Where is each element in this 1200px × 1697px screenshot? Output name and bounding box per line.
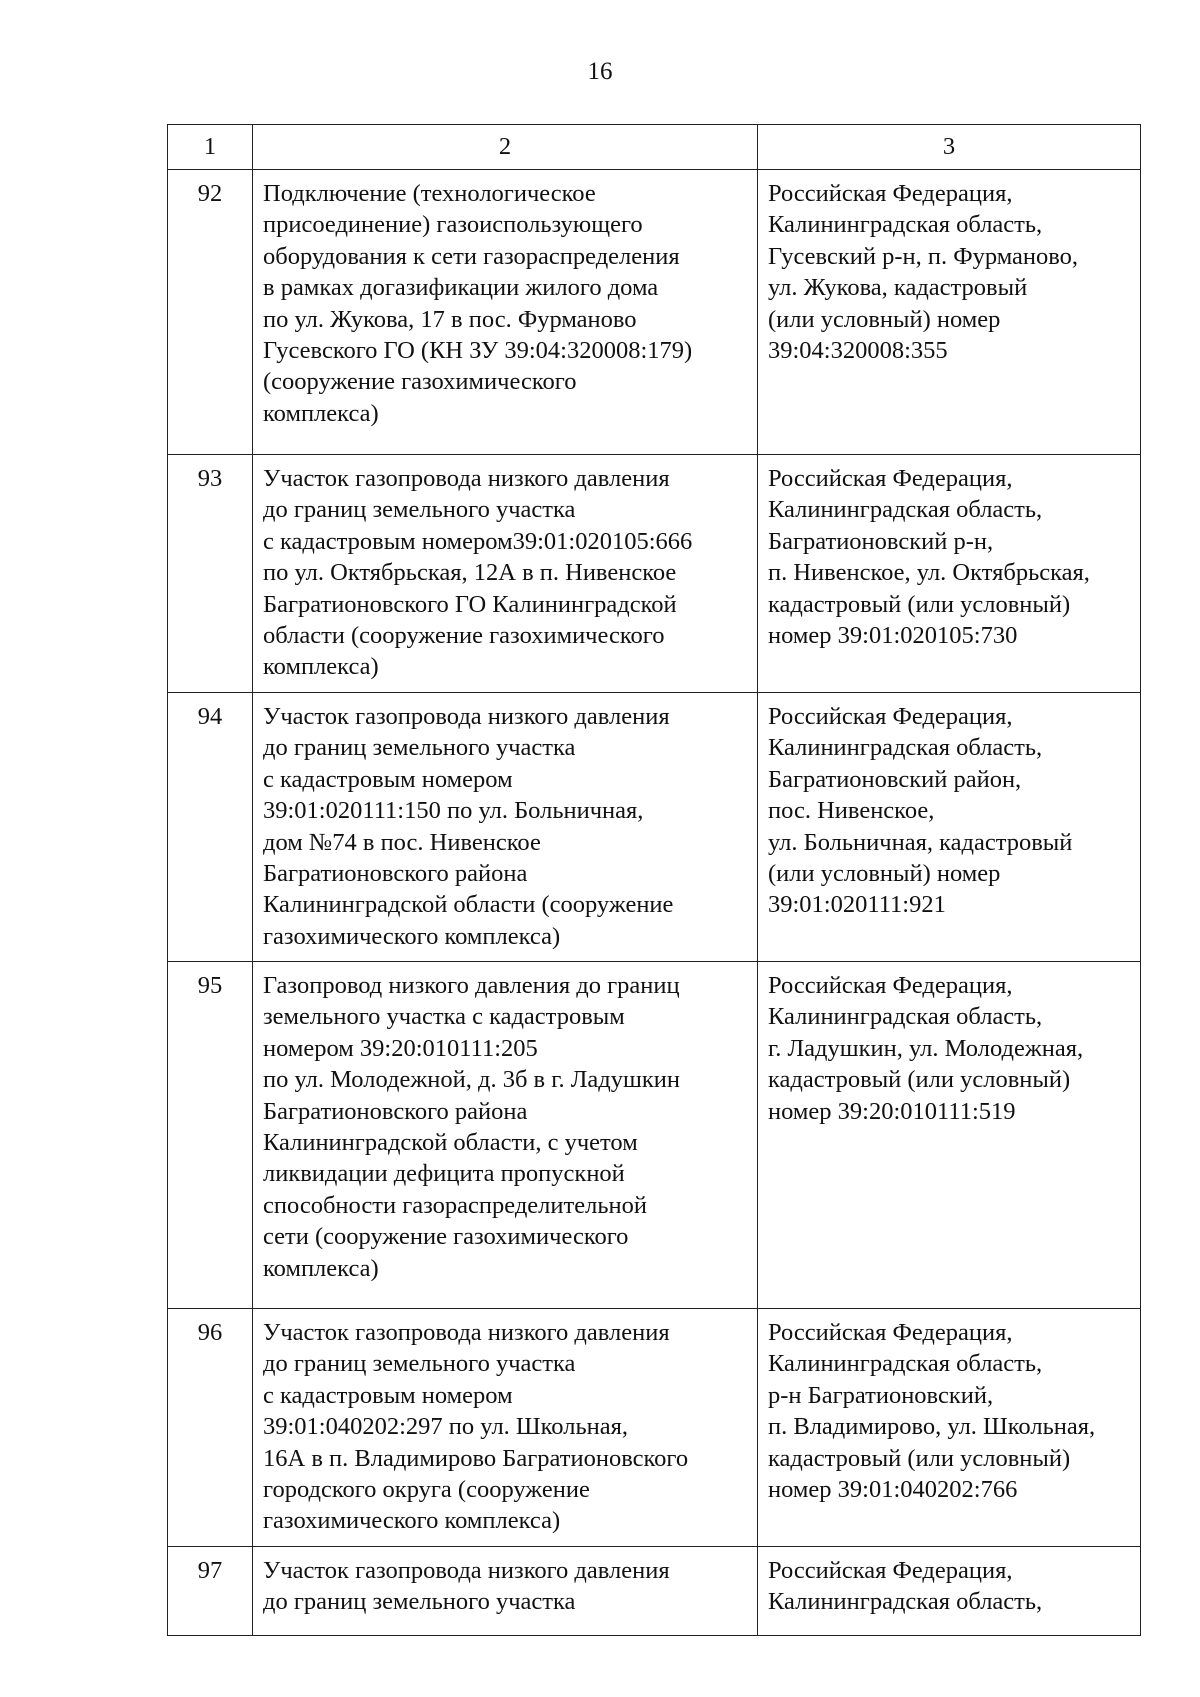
location-line: 39:04:320008:355: [768, 337, 948, 365]
description-line: комплекса): [263, 399, 379, 427]
row-number: 95: [168, 962, 253, 1309]
table-row: [168, 693, 1141, 962]
description-line: с кадастровым номером: [263, 1381, 513, 1409]
description-line: присоединение) газоиспользующего: [263, 211, 643, 239]
description-line: по ул. Молодежной, д. 3б в г. Ладушкин: [263, 1066, 680, 1094]
row-location: [758, 1547, 1141, 1636]
description-line: по ул. Жукова, 17 в пос. Фурманово: [263, 305, 637, 333]
location-line: Российская Федерация,: [768, 1557, 1013, 1584]
table-row: [168, 962, 1141, 1309]
description-line: по ул. Октябрьская, 12А в п. Нивенское: [263, 559, 677, 587]
location-line: ул. Больничная, кадастровый: [768, 828, 1073, 856]
description-line: Участок газопровода низкого давления: [263, 703, 670, 730]
location-line: Российская Федерация,: [768, 465, 1013, 492]
location-line: Российская Федерация,: [768, 972, 1013, 999]
description-line: дом №74 в пос. Нивенское: [263, 828, 541, 856]
location-line: (или условный) номер: [768, 305, 1001, 333]
row-location: [758, 962, 1141, 1309]
location-line: Калининградская область,: [768, 1588, 1043, 1616]
description-line: Участок газопровода низкого давления: [263, 1557, 670, 1584]
description-line: до границ земельного участка: [263, 496, 576, 524]
location-line: 39:01:020111:921: [768, 891, 946, 919]
location-line: (или условный) номер: [768, 860, 1001, 888]
location-line: номер 39:01:020105:730: [768, 622, 1018, 650]
description-line: Калининградской области, с учетом: [263, 1129, 638, 1157]
objects-table: [167, 124, 1141, 1636]
row-number: 92: [168, 170, 253, 455]
location-line: Багратионовский р-н,: [768, 527, 994, 555]
location-line: п. Нивенское, ул. Октябрьская,: [768, 559, 1090, 587]
description-line: Газопровод низкого давления до границ: [263, 972, 680, 999]
location-line: номер 39:20:010111:519: [768, 1097, 1016, 1125]
description-line: с кадастровым номером39:01:020105:666: [263, 527, 693, 555]
description-line: 39:01:020111:150 по ул. Больничная,: [263, 797, 644, 825]
row-description: [253, 1309, 758, 1547]
description-line: оборудования к сети газораспределения: [263, 242, 680, 270]
location-line: р-н Багратионовский,: [768, 1381, 994, 1409]
location-line: Калининградская область,: [768, 1350, 1043, 1378]
row-description: [253, 1547, 758, 1636]
row-location: [758, 1309, 1141, 1547]
row-number: 94: [168, 693, 253, 962]
description-line: земельного участка с кадастровым: [263, 1003, 625, 1031]
description-line: способности газораспределительной: [263, 1191, 647, 1219]
row-location: [758, 455, 1141, 693]
description-line: 16А в п. Владимирово Багратионовского: [263, 1444, 689, 1472]
row-number: 97: [168, 1547, 253, 1636]
description-line: 39:01:040202:297 по ул. Школьная,: [263, 1413, 629, 1441]
description-line: в рамках догазификации жилого дома: [263, 274, 659, 302]
table-header-row: [168, 125, 1141, 170]
table-row: [168, 170, 1141, 455]
location-line: Российская Федерация,: [768, 1319, 1013, 1346]
description-line: газохимического комплекса): [263, 922, 561, 950]
description-line: области (сооружение газохимического: [263, 622, 665, 650]
location-line: Гусевский р-н, п. Фурманово,: [768, 242, 1079, 270]
description-line: Багратионовского ГО Калининградской: [263, 590, 677, 618]
page-number: 16: [587, 58, 613, 85]
description-line: номером 39:20:010111:205: [263, 1034, 538, 1062]
description-line: Калининградской области (сооружение: [263, 891, 674, 919]
location-line: кадастровый (или условный): [768, 590, 1071, 618]
location-line: Калининградская область,: [768, 496, 1043, 524]
column-header-number: 1: [168, 125, 253, 170]
location-line: Российская Федерация,: [768, 180, 1013, 207]
column-header-location: 3: [758, 125, 1141, 170]
location-line: номер 39:01:040202:766: [768, 1476, 1018, 1504]
description-line: Гусевского ГО (КН ЗУ 39:04:320008:179): [263, 337, 693, 365]
description-line: комплекса): [263, 653, 379, 681]
description-line: Участок газопровода низкого давления: [263, 1319, 670, 1346]
description-line: Багратионовского района: [263, 860, 528, 888]
description-line: ликвидации дефицита пропускной: [263, 1160, 625, 1188]
description-line: до границ земельного участка: [263, 1588, 576, 1616]
table-row: [168, 455, 1141, 693]
row-description: [253, 170, 758, 455]
description-line: Подключение (технологическое: [263, 180, 596, 207]
location-line: кадастровый (или условный): [768, 1066, 1071, 1094]
location-line: Калининградская область,: [768, 1003, 1043, 1031]
location-line: г. Ладушкин, ул. Молодежная,: [768, 1034, 1084, 1062]
row-location: [758, 693, 1141, 962]
table-row: [168, 1547, 1141, 1636]
column-header-description: 2: [253, 125, 758, 170]
row-number: 93: [168, 455, 253, 693]
description-line: Багратионовского района: [263, 1097, 528, 1125]
table-body: [168, 170, 1141, 1636]
location-line: пос. Нивенское,: [768, 797, 935, 825]
location-line: Калининградская область,: [768, 211, 1043, 239]
location-line: Калининградская область,: [768, 734, 1043, 762]
row-number: 96: [168, 1309, 253, 1547]
description-line: комплекса): [263, 1254, 379, 1282]
location-line: Российская Федерация,: [768, 703, 1013, 730]
description-line: до границ земельного участка: [263, 734, 576, 762]
row-description: [253, 455, 758, 693]
description-line: (сооружение газохимического: [263, 368, 577, 396]
description-line: до границ земельного участка: [263, 1350, 576, 1378]
table-row: [168, 1309, 1141, 1547]
description-line: сети (сооружение газохимического: [263, 1223, 629, 1251]
row-location: [758, 170, 1141, 455]
description-line: Участок газопровода низкого давления: [263, 465, 670, 492]
row-description: [253, 693, 758, 962]
description-line: газохимического комплекса): [263, 1507, 561, 1535]
location-line: кадастровый (или условный): [768, 1444, 1071, 1472]
location-line: ул. Жукова, кадастровый: [768, 274, 1028, 302]
description-line: с кадастровым номером: [263, 765, 513, 793]
location-line: п. Владимирово, ул. Школьная,: [768, 1413, 1096, 1441]
description-line: городского округа (сооружение: [263, 1476, 590, 1504]
row-description: [253, 962, 758, 1309]
location-line: Багратионовский район,: [768, 765, 1022, 793]
